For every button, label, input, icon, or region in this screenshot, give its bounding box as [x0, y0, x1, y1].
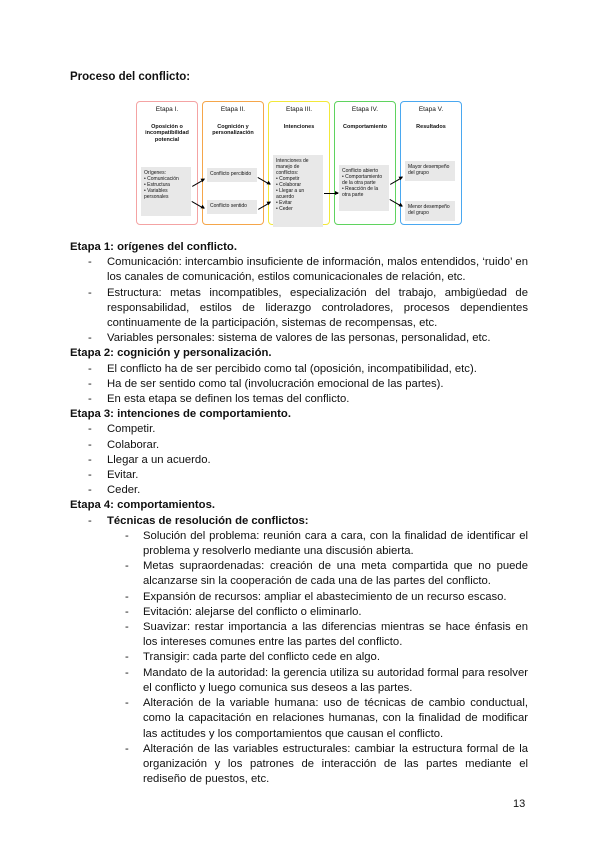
stage-subtitle: Intenciones	[283, 123, 315, 130]
list-item	[70, 468, 528, 483]
technique-text: Suavizar: restar importancia a las diferencias mientras se hace énfasis en los intereses comunes entre las partes del conflicto.	[143, 621, 528, 649]
diagram-box	[405, 161, 455, 181]
technique-item	[70, 559, 528, 589]
technique-item	[70, 742, 528, 788]
dash: -	[125, 742, 129, 755]
list-item-text: Llegar a un acuerdo.	[107, 453, 211, 466]
box-heading: Intenciones de manejo de conflictos:	[276, 158, 309, 176]
diagram-box	[207, 168, 257, 182]
diagram-box	[339, 165, 389, 211]
dash: -	[88, 469, 92, 482]
technique-item	[70, 529, 528, 559]
box-item: • Ceder	[276, 206, 293, 212]
technique-text: Metas supraordenadas: creación de una meta compartida que no puede alcanzarse sin la cooperación de cada una de las partes del conflicto.	[143, 560, 528, 588]
stage-subtitle: Cognición y personalización	[212, 123, 254, 136]
dash: -	[88, 423, 92, 436]
list-item-text: Competir.	[107, 423, 156, 436]
box-item: • Evitar	[276, 200, 292, 206]
box-item: • Colaborar	[276, 182, 302, 188]
box-item: • Variables personales	[144, 188, 169, 200]
technique-item	[70, 605, 528, 620]
dash: -	[88, 514, 92, 527]
box-heading: Menor desempeño del grupo	[408, 204, 450, 216]
dash: -	[125, 651, 129, 664]
dash: -	[88, 377, 92, 390]
stage-label: Etapa V.	[418, 106, 444, 113]
dash: -	[88, 332, 92, 345]
dash: -	[88, 256, 92, 269]
dash: -	[125, 621, 129, 634]
technique-text: Expansión de recursos: ampliar el abastecimiento de un recurso escaso.	[143, 590, 507, 603]
stage-label: Etapa II.	[220, 106, 246, 113]
list-item-text: Ha de ser sentido como tal (involucración emocional de las partes).	[107, 377, 444, 390]
list-item-text: El conflicto ha de ser percibido como tal (oposición, incompatibilidad, etc).	[107, 362, 477, 375]
section-heading: Etapa 2: cognición y personalización.	[70, 347, 272, 360]
document-body	[70, 240, 528, 787]
technique-text: Solución del problema: reunión cara a cara, con la finalidad de identificar el problema y resolverlo mediante una discusión abierta.	[143, 529, 528, 558]
list-item-text: Comunicación: intercambio insuficiente de información, malos entendidos, ‘ruido’ en los canales de comunicación, estilos comunicacionales de relación, etc.	[107, 256, 528, 284]
technique-item	[70, 650, 528, 665]
diagram-box	[405, 201, 455, 221]
list-item-text: Evitar.	[107, 469, 139, 482]
technique-text: Mandato de la autoridad: la gerencia utiliza su autoridad formal para resolver el conflicto y luego comunica sus deseos a las partes.	[143, 666, 528, 694]
dash: -	[125, 605, 129, 618]
dash: -	[125, 560, 129, 573]
list-item	[70, 483, 528, 498]
list-item	[70, 255, 528, 285]
list-item	[70, 286, 528, 332]
list-item-text: Ceder.	[107, 484, 141, 497]
section-heading: Etapa 4: comportamientos.	[70, 499, 216, 512]
technique-text: Alteración de las variables estructurales: cambiar la estructura formal de la organización y los patrones de interacción de las partes mediante el rediseño de puestos, etc.	[143, 742, 528, 786]
box-heading: Orígenes:	[144, 170, 166, 176]
dash: -	[88, 286, 92, 299]
section-heading: Etapa 1: orígenes del conflicto.	[70, 241, 237, 253]
dash: -	[125, 697, 129, 710]
techniques-heading	[70, 514, 528, 529]
dash: -	[88, 453, 92, 466]
stage-label: Etapa IV.	[351, 106, 379, 113]
conflict-process-diagram	[136, 101, 466, 227]
diagram-box	[207, 200, 257, 214]
technique-item	[70, 696, 528, 742]
box-heading: Mayor desempeño del grupo	[408, 164, 450, 176]
technique-text: Alteración de la variable humana: uso de técnicas de cambio conductual, como la capacitación en relaciones humanas, con la finalidad de modificar las actitudes y los comportamientos que causan el conflicto.	[143, 697, 528, 740]
list-item-text: Colaborar.	[107, 438, 160, 451]
diagram-box	[273, 155, 323, 227]
stage-subtitle: Oposición o incompatibilidad potencial	[145, 123, 189, 143]
list-item	[70, 438, 528, 453]
box-item: • Llegar a un acuerdo	[276, 188, 305, 200]
technique-item	[70, 590, 528, 605]
list-item	[70, 331, 528, 346]
box-item: • Reacción de la otra parte	[342, 186, 379, 198]
technique-item	[70, 620, 528, 650]
box-item: • Comportamiento de la otra parte	[342, 174, 383, 186]
diagram-box	[141, 167, 191, 216]
stage-subtitle: Comportamiento	[343, 123, 387, 130]
page-number: 13	[513, 798, 526, 810]
box-item: • Competir	[276, 176, 300, 182]
list-item-text: Variables personales: sistema de valores de las personas, personalidad, etc.	[107, 332, 491, 345]
arrow-icon	[324, 193, 338, 194]
stage-label: Etapa III.	[285, 106, 313, 113]
technique-text: Transigir: cada parte del conflicto cede en algo.	[143, 651, 380, 664]
technique-item	[70, 666, 528, 696]
list-item	[70, 392, 528, 407]
stage-label: Etapa I.	[155, 106, 179, 113]
page-title: Proceso del conflicto:	[70, 71, 191, 83]
dash: -	[125, 529, 129, 542]
box-item: • Estructura	[144, 182, 170, 188]
box-heading: Conflicto abierto	[342, 168, 379, 174]
list-item	[70, 453, 528, 468]
list-item-text: Estructura: metas incompatibles, especialización del trabajo, ambigüedad de responsabilidad, estilos de liderazgo controladores, procesos dependientes continuamente de la participación, sistemas de recompensas, etc.	[107, 286, 528, 330]
technique-text: Evitación: alejarse del conflicto o eliminarlo.	[143, 605, 362, 618]
list-item	[70, 422, 528, 437]
list-item	[70, 377, 528, 392]
dash: -	[88, 393, 92, 406]
list-item-text: En esta etapa se definen los temas del conflicto.	[107, 393, 350, 406]
dash: -	[88, 438, 92, 451]
techniques-title: Técnicas de resolución de conflictos:	[107, 514, 309, 527]
dash: -	[88, 362, 92, 375]
box-heading: Conflicto sentido	[210, 203, 247, 209]
dash: -	[125, 590, 129, 603]
box-item: • Comunicación	[144, 176, 179, 182]
dash: -	[88, 484, 92, 497]
list-item	[70, 362, 528, 377]
stage-subtitle: Resultados	[416, 123, 446, 130]
box-heading: Conflicto percibido	[210, 171, 252, 177]
section-heading: Etapa 3: intenciones de comportamiento.	[70, 408, 291, 421]
dash: -	[125, 666, 129, 679]
